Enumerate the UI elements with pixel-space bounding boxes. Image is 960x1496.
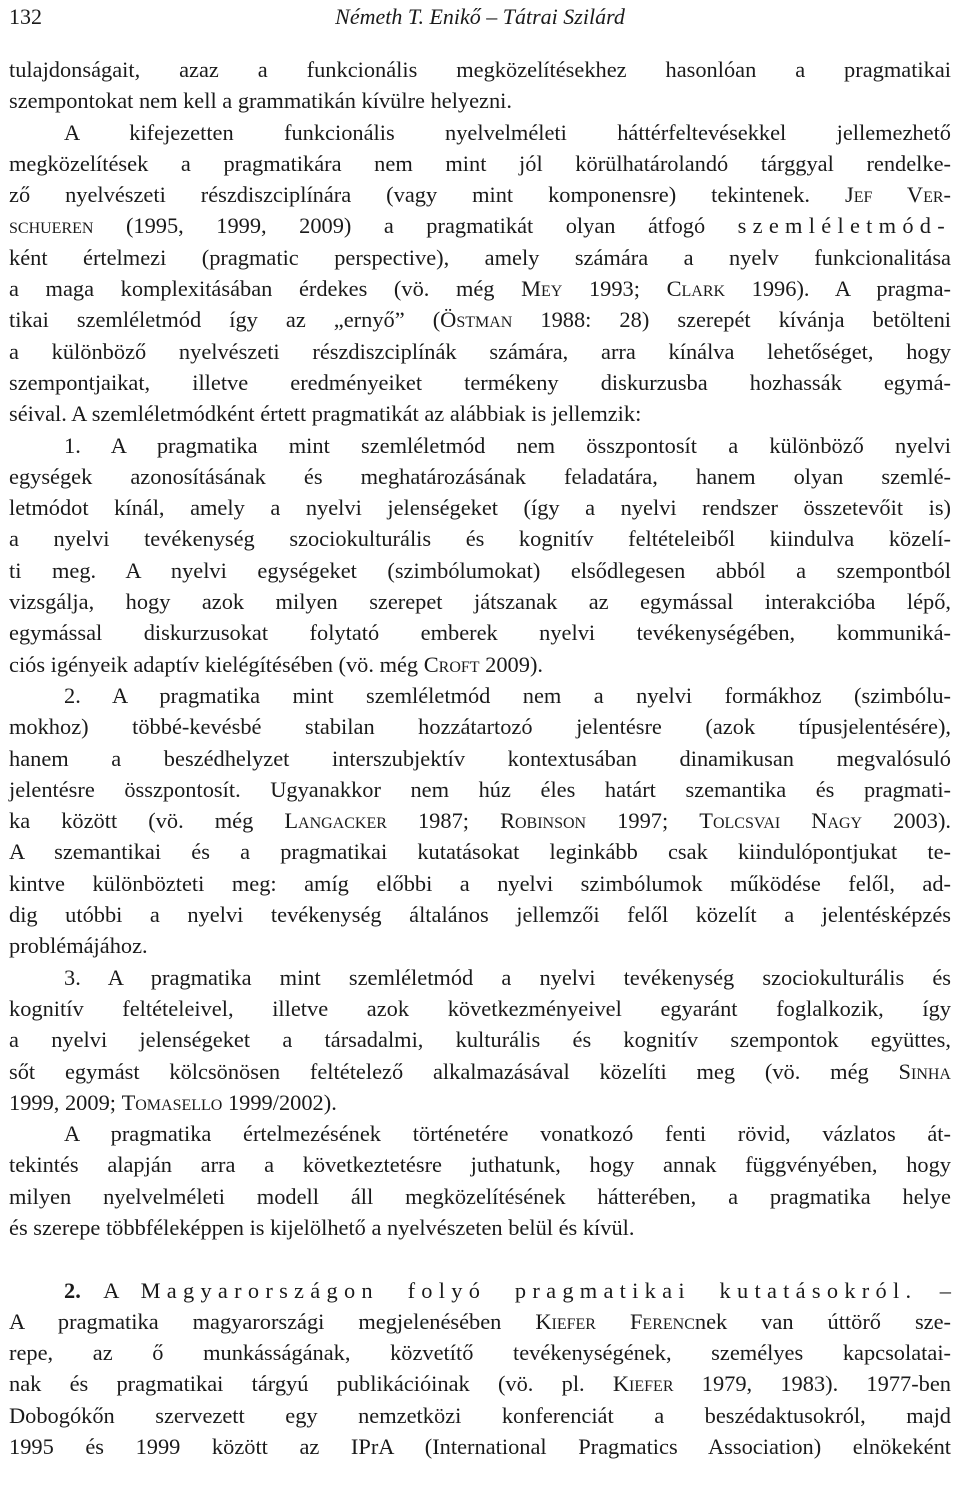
text-line: vizsgálja, hogy azok milyen szerepet játszanak az egymással interakcióba lépő, [9,589,951,615]
text-line: 1. A pragmatika mint szemléletmód nem összpontosít a különböző nyelvi [64,432,951,458]
text-line: kintve különbözteti meg: amíg előbbi a nyelvi szimbólumok működése felől, ad- [9,870,951,896]
section-gap [9,1243,951,1274]
text-line: kognitív feltételeivel, illetve azok következményeivel egyaránt foglalkozik, így [9,995,951,1021]
text-line: A pragmatika értelmezésének történetére vonatkozó fenti rövid, vázlatos át- [64,1121,951,1147]
text-line: schueren (1995, 1999, 2009) a pragmatikát olyan átfogó szemléletmód- [9,213,951,239]
text-line: a nyelvi jelenségeket a társadalmi, kulturális és kognitív szempontok együttes, [9,1027,951,1053]
text-line: 3. A pragmatika mint szemléletmód a nyelvi tevékenység szociokulturális és [64,964,951,990]
text-line: és szerepe többféleképpen is kijelölhető a nyelvészeten belül és kívül. [9,1214,635,1240]
text-line: ként értelmezi (pragmatic perspective), amely számára a nyelv funkcionalitása [9,244,951,270]
running-head: Németh T. Enikő – Tátrai Szilárd [335,4,625,29]
text-line: ciós igényeik adaptív kielégítésében (vö. még Croft 2009). [9,651,543,677]
text-line: dig utóbbi a nyelvi tevékenység általános jellemzői felől közelít a jelentésképzés [9,902,951,928]
text-line: szempontokat nem kell a grammatikán kívülre helyezni. [9,88,513,114]
text-line: tulajdonságait, azaz a funkcionális megközelítésekhez hasonlóan a pragmatikai [9,57,951,82]
text-line: egységek azonosításának és meghatározásának feladatára, hanem olyan szemlé- [9,463,951,489]
text-line: séival. A szemléletmódként értett pragmatikát az alábbiak is jellemzik: [9,401,642,427]
text-line: A pragmatika magyarországi megjelenésében Kiefer Ferencnek van úttörő sze- [9,1308,952,1334]
section-heading-line: 2. A Magyarországon folyó pragmatikai kutatásokról. – [64,1277,952,1303]
text-line: Dobogókőn szervezett egy nemzetközi konferenciát a beszédaktusokról, majd [9,1402,951,1428]
text-line: mokhoz) többé-kevésbé stabilan hozzátartozó jelentésre (azok típusjelentésére), [9,714,951,740]
text-line: hanem a beszédhelyzet interszubjektív kontextusában dinamikusan megvalósuló [9,745,951,771]
text-line: a különböző nyelvészeti részdiszciplínák számára, arra kínálva lehetőséget, hogy [9,338,951,364]
text-line: A kifejezetten funkcionális nyelvelméleti háttérfeltevésekkel jellemezhető [64,119,951,145]
page-number: 132 [9,4,42,29]
text-line: 1999, 2009; Tomasello 1999/2002). [9,1089,337,1115]
text-line: 2. A pragmatika mint szemléletmód nem a nyelvi formákhoz (szimbólu- [64,682,951,708]
text-line: szempontjaikat, illetve eredményeiket termékeny diskurzusba hozhassák egymá- [9,369,951,395]
text-line: letmódot kínál, amely a nyelvi jelenségeket (így a nyelvi rendszer összetevőit is) [9,495,951,521]
text-line: megközelítések a pragmatikára nem mint jól körülhatárolandó tárggyal rendelke- [9,150,951,176]
text-line: jelentésre összpontosít. Ugyanakkor nem húz éles határt szemantika és pragmati- [9,776,951,802]
text-line: A szemantikai és a pragmatikai kutatásokat leginkább csak kiindulópontjukat te- [9,839,951,865]
text-line: ző nyelvészeti részdiszciplínára (vagy mint komponensre) tekintenek. Jef Ver- [9,182,951,208]
text-line: ka között (vö. még Langacker 1987; Robinson 1997; Tolcsvai Nagy 2003). [9,808,952,834]
text-line: problémájához. [9,933,148,959]
page-header [9,4,951,38]
text-line: ti meg. A nyelvi egységeket (szimbólumokat) elsődlegesen abból a szempontból [9,557,951,583]
text-line: egymással diskurzusokat folytató emberek nyelvi tevékenységében, kommuniká- [9,620,951,646]
text-line: a maga komplexitásában érdekes (vö. még Mey 1993; Clark 1996). A pragma- [9,276,951,302]
text-line: repe, az ő munkásságának, közvetítő tevékenységének, személyes kapcsolatai- [9,1340,951,1366]
text-line: sőt egymást kölcsönösen feltételező alkalmazásával közelíti meg (vö. még Sinha [9,1058,951,1084]
text-line: 1995 és 1999 között az IPrA (International Pragmatics Association) elnökeként [9,1434,951,1460]
body-text [9,54,951,1462]
text-line: nak és pragmatikai tárgyú publikációinak (vö. pl. Kiefer 1979, 1983). 1977-ben [9,1371,952,1397]
text-line: tekintés alapján arra a következtetésre juthatunk, hogy annak függvényében, hogy [9,1152,951,1178]
text-line: tikai szemléletmód így az „ernyő” (Östman 1988: 28) szerepét kívánja betölteni [9,307,951,333]
text-line: milyen nyelvelméleti modell áll megközelítésének hátterében, a pragmatika helye [9,1183,951,1209]
text-line: a nyelvi tevékenység szociokulturális és kognitív feltételeiből kiindulva közelí- [9,526,951,552]
